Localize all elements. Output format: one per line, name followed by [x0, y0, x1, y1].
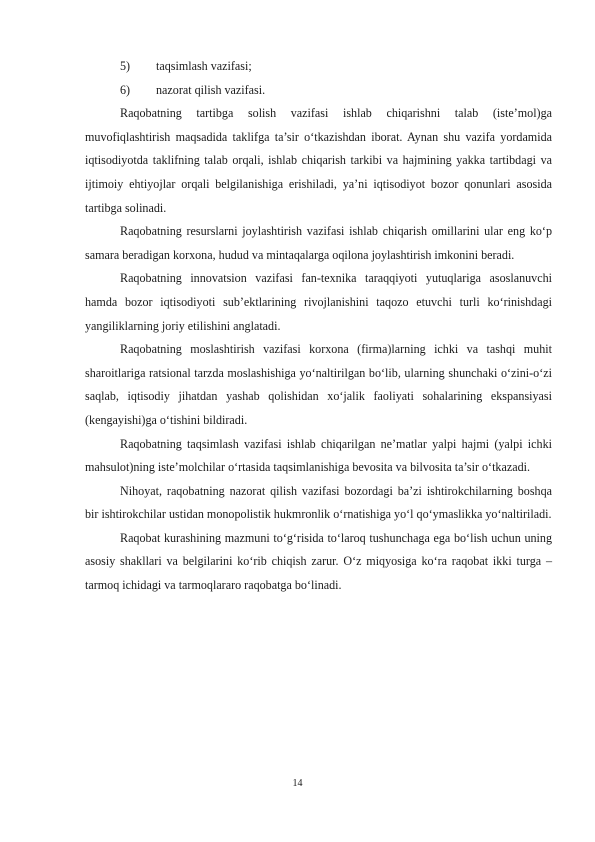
paragraph-regulation-function: Raqobatning tartibga solish vazifasi ishlab chiqarishni talab (iste’mol)ga muvofiqlashtirish maqsadida taklifga ta’sir o‘tkazishdan iborat. Aynan shu vazifa yordamida iqtisodiyotda taklifning talab orqali, ishlab chiqarish tarkibi va hajmining yakka tartibdagi va ijtimoiy ehtiyojlar orqali belgilanishiga erishiladi, ya’ni iqtisodiyot bozor qonunlari asosida tartibga solinadi. — [85, 106, 552, 215]
paragraph-control-function: Nihoyat, raqobatning nazorat qilish vazifasi bozordagi ba’zi ishtirokchilarning boshqa bir ishtirokchilar ustidan monopolistik hukmronlik o‘rnatishiga yo‘l qo‘ymaslikka yo‘naltiriladi. — [85, 483, 552, 522]
paragraph-distribution-function: Raqobatning taqsimlash vazifasi ishlab chiqarilgan ne’matlar yalpi hajmi (yalpi ichki mahsulot)ning iste’molchilar o‘rtasida taqsimlanishiga bevosita va bilvosita ta’sir o‘tkazadi. — [85, 436, 552, 475]
list-item — [85, 55, 552, 79]
list-item — [85, 79, 552, 103]
list-item-number: 5) — [120, 59, 131, 73]
paragraph-resource-allocation-function: Raqobatning resurslarni joylashtirish vazifasi ishlab chiqarish omillarini ular eng ko‘p samara beradigan korxona, hudud va mintaqalarga oqilona joylashtirish imkonini beradi. — [85, 224, 552, 262]
paragraph-adaptation-function: Raqobatning moslashtirish vazifasi korxona (firma)larning ichki va tashqi muhit sharoitlariga ratsional tarzda moslashishiga yo‘naltirilgan bo‘lib, ularning shunchaki o‘zini-o‘zi saqlab, iqtisodiy jihatdan yashab qolishidan xo‘jalik faoliyati sohalarining ekspansiyasi (kengayishi)ga o‘tishini bildiradi. — [85, 342, 552, 427]
paragraph-competition-types: Raqobat kurashining mazmuni to‘g‘risida to‘laroq tushunchaga ega bo‘lish uchun uning asosiy shakllari va belgilarini ko‘rib chiqish zarur. O‘z miqyosiga ko‘ra raqobat ikki turga – tarmoq ichidagi va tarmoqlararo raqobatga bo‘linadi. — [85, 530, 552, 593]
list-item-text: nazorat qilish vazifasi. — [156, 82, 266, 97]
page-content — [85, 55, 552, 598]
list-item-number: 6) — [120, 82, 131, 97]
paragraph-innovation-function: Raqobatning innovatsion vazifasi fan-texnika taraqqiyoti yutuqlariga asoslanuvchi hamda bozor iqtisodiyoti sub’ektlarining rivojlanishini taqozo etuvchi turli ko‘rinishdagi yangiliklarning joriy etilishini anglatadi. — [85, 271, 552, 333]
page-number: 14 — [292, 778, 303, 789]
list-item-text: taqsimlash vazifasi; — [156, 59, 252, 73]
